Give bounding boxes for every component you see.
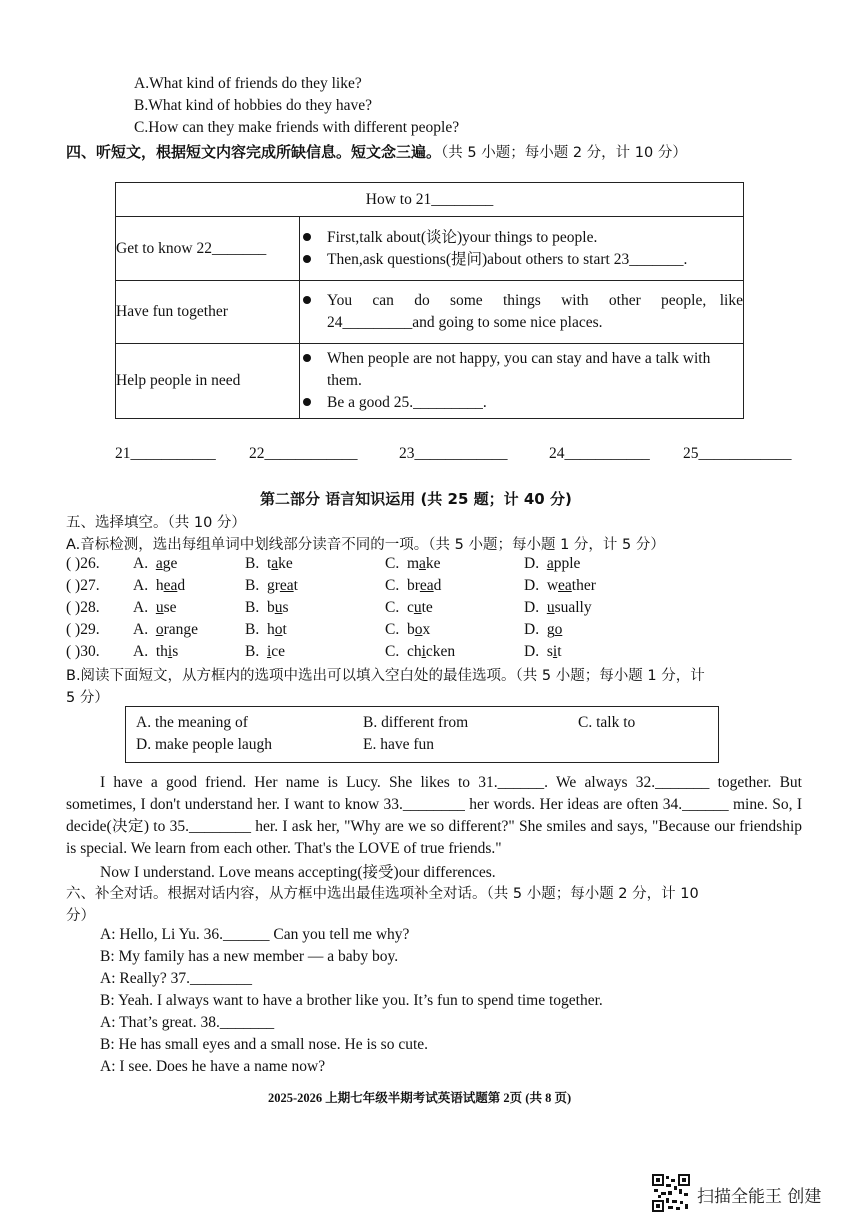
reading-passage-end: Now I understand. Love means accepting(接受)our differences.: [100, 864, 496, 881]
section5b-title-line2: 5 分）: [66, 690, 109, 706]
qr-code-icon: [652, 1174, 690, 1212]
bullet-icon: [303, 354, 311, 362]
underlined-part: a: [155, 555, 163, 572]
underlined-part: a: [271, 555, 279, 572]
dialogue-line: A: Really? 37.________: [100, 970, 252, 987]
box-option-a: A. the meaning of: [136, 714, 248, 731]
bullet-icon: [303, 296, 311, 304]
bullet-item: [300, 249, 743, 271]
choice-d[interactable]: D. usually: [524, 599, 592, 616]
underlined-part: ea: [558, 577, 572, 594]
question-number: ( )28.: [66, 599, 100, 616]
row-content-1: [300, 217, 744, 281]
choice-b[interactable]: B. ice: [245, 643, 286, 660]
row-content-3: [300, 344, 744, 419]
choice-d[interactable]: D. go: [524, 621, 563, 638]
reading-passage: I have a good friend. Her name is Lucy. She likes to 31.______. We always 32._______ together. But sometimes, I don't understand her. I want to know 33.________ her words. Her ideas are often 34.______ mine. So, I decide(决定) to 35.________ her. I ask her, "Why are we so different?" She smiles and says, "Because our friendship is special. We learn from each other. That's the LOVE of true friends.": [66, 774, 802, 857]
dialogue-line: B: He has small eyes and a small nose. He is so cute.: [100, 1036, 429, 1053]
part2-title: 第二部分 语言知识运用 (共 25 题；计 40 分): [260, 490, 572, 508]
underlined-part: i: [552, 643, 558, 660]
page-footer: 2025-2026 上期七年级半期考试英语试题第 2页 (共 8 页): [268, 1091, 572, 1105]
dialogue-line: B: Yeah. I always want to have a brother like you. It’s fun to spend time together.: [100, 992, 603, 1009]
bullet-item: [300, 290, 747, 334]
dialogue-line: A: Hello, Li Yu. 36.______ Can you tell me why?: [100, 926, 410, 943]
bullet-icon: [303, 398, 311, 406]
underlined-part: o: [274, 621, 283, 638]
section5a-title: A.音标检测，选出每组单词中划线部分读音不同的一项。（共 5 小题；每小题 1 分，计 5 分）: [66, 537, 665, 553]
bullet-item: [300, 227, 743, 249]
underlined-part: u: [413, 599, 422, 616]
underlined-part: o: [414, 621, 423, 638]
underlined-part: ea: [279, 577, 294, 594]
underlined-part: o: [155, 621, 164, 638]
section4-heading: [66, 141, 687, 162]
choice-c[interactable]: C. make: [385, 555, 441, 572]
listening-table: [115, 182, 747, 419]
row-content-2: [300, 281, 747, 344]
dialogue-line: A: That’s great. 38._______: [100, 1014, 275, 1031]
box-option-c: C. talk to: [578, 714, 636, 731]
box-option-d: D. make people laugh: [136, 736, 273, 753]
underlined-part: u: [546, 599, 555, 616]
choice-c[interactable]: C. chicken: [385, 643, 456, 660]
table-header: How to 21________: [116, 183, 744, 217]
bullet-text: When people are not happy, you can stay and have a talk with them.: [327, 350, 711, 389]
underlined-part: ea: [163, 577, 178, 594]
dialogue-line: A: I see. Does he have a name now?: [100, 1058, 326, 1075]
bullet-text: First,talk about(谈论)your things to people.: [327, 228, 598, 246]
choice-c[interactable]: C. box: [385, 621, 431, 638]
bullet-icon: [303, 233, 311, 241]
choice-a[interactable]: A. head: [133, 577, 186, 594]
answer-blank-21[interactable]: 21___________: [115, 445, 216, 462]
box-option-e: E. have fun: [363, 736, 435, 753]
section5-title: 五、选择填空。（共 10 分）: [66, 515, 246, 531]
choice-c[interactable]: C. cute: [385, 599, 433, 616]
underlined-part: i: [167, 643, 173, 660]
bullet-item: [300, 392, 743, 414]
bullet-text: You can do some things with other people, like 24_________and going to some nice places.: [327, 292, 747, 331]
choice-a[interactable]: A. this: [133, 643, 179, 660]
choice-d[interactable]: D. weather: [524, 577, 596, 594]
underlined-part: a: [419, 555, 426, 572]
box-option-b: B. different from: [363, 714, 469, 731]
underlined-part: i: [421, 643, 426, 660]
bullet-icon: [303, 255, 311, 263]
section4-title: 四、听短文，根据短文内容完成所缺信息。短文念三遍。: [66, 143, 442, 161]
row-label-3: Help people in need: [116, 344, 300, 419]
question-number: ( )29.: [66, 621, 100, 638]
choice-c[interactable]: C. bread: [385, 577, 442, 594]
choice-d[interactable]: D. sit: [524, 643, 562, 660]
underlined-part: u: [155, 599, 164, 616]
answer-blank-24[interactable]: 24___________: [549, 445, 650, 462]
question-number: ( )26.: [66, 555, 100, 572]
answer-blank-22[interactable]: 22____________: [249, 445, 358, 462]
bullet-item: [300, 348, 743, 392]
options-box: [125, 706, 719, 763]
underlined-part: ea: [419, 577, 434, 594]
answer-blank-23[interactable]: 23____________: [399, 445, 508, 462]
underlined-part: i: [266, 643, 272, 660]
question-number: ( )30.: [66, 643, 100, 660]
section6-title-line1: 六、补全对话。根据对话内容，从方框中选出最佳选项补全对话。（共 5 小题；每小题 2 分，计 10: [66, 886, 699, 902]
choice-b[interactable]: B. great: [245, 577, 298, 594]
row-label-1: Get to know 22_______: [116, 217, 300, 281]
section5b-title-line1: B.阅读下面短文，从方框内的选项中选出可以填入空白处的最佳选项。（共 5 小题；每小题 1 分，计: [66, 668, 705, 684]
choice-d[interactable]: D. apple: [524, 555, 581, 572]
section6-title-line2: 分）: [66, 908, 95, 924]
watermark-text: 扫描全能王 创建: [697, 1187, 822, 1207]
underlined-part: u: [274, 599, 283, 616]
underlined-part: a: [546, 555, 554, 572]
bullet-text: Then,ask questions(提问)about others to start 23_______.: [327, 250, 688, 268]
choice-b[interactable]: B. hot: [245, 621, 287, 638]
section4-score: （共 5 小题；每小题 2 分，计 10 分）: [441, 145, 687, 161]
option-b: B.What kind of hobbies do they have?: [134, 97, 373, 114]
bullet-text: Be a good 25._________.: [327, 394, 487, 411]
option-c: C.How can they make friends with different people?: [134, 119, 460, 136]
dialogue-line: B: My family has a new member — a baby boy.: [100, 948, 399, 965]
choice-a[interactable]: A. orange: [133, 621, 198, 638]
underlined-part: o: [554, 621, 563, 638]
choice-a[interactable]: A. age: [133, 555, 178, 572]
question-number: ( )27.: [66, 577, 100, 594]
choice-b[interactable]: B. take: [245, 555, 293, 572]
choice-a[interactable]: A. use: [133, 599, 177, 616]
option-a: A.What kind of friends do they like?: [134, 75, 362, 92]
row-label-2: Have fun together: [116, 281, 300, 344]
answer-blank-25[interactable]: 25____________: [683, 445, 792, 462]
choice-b[interactable]: B. bus: [245, 599, 289, 616]
